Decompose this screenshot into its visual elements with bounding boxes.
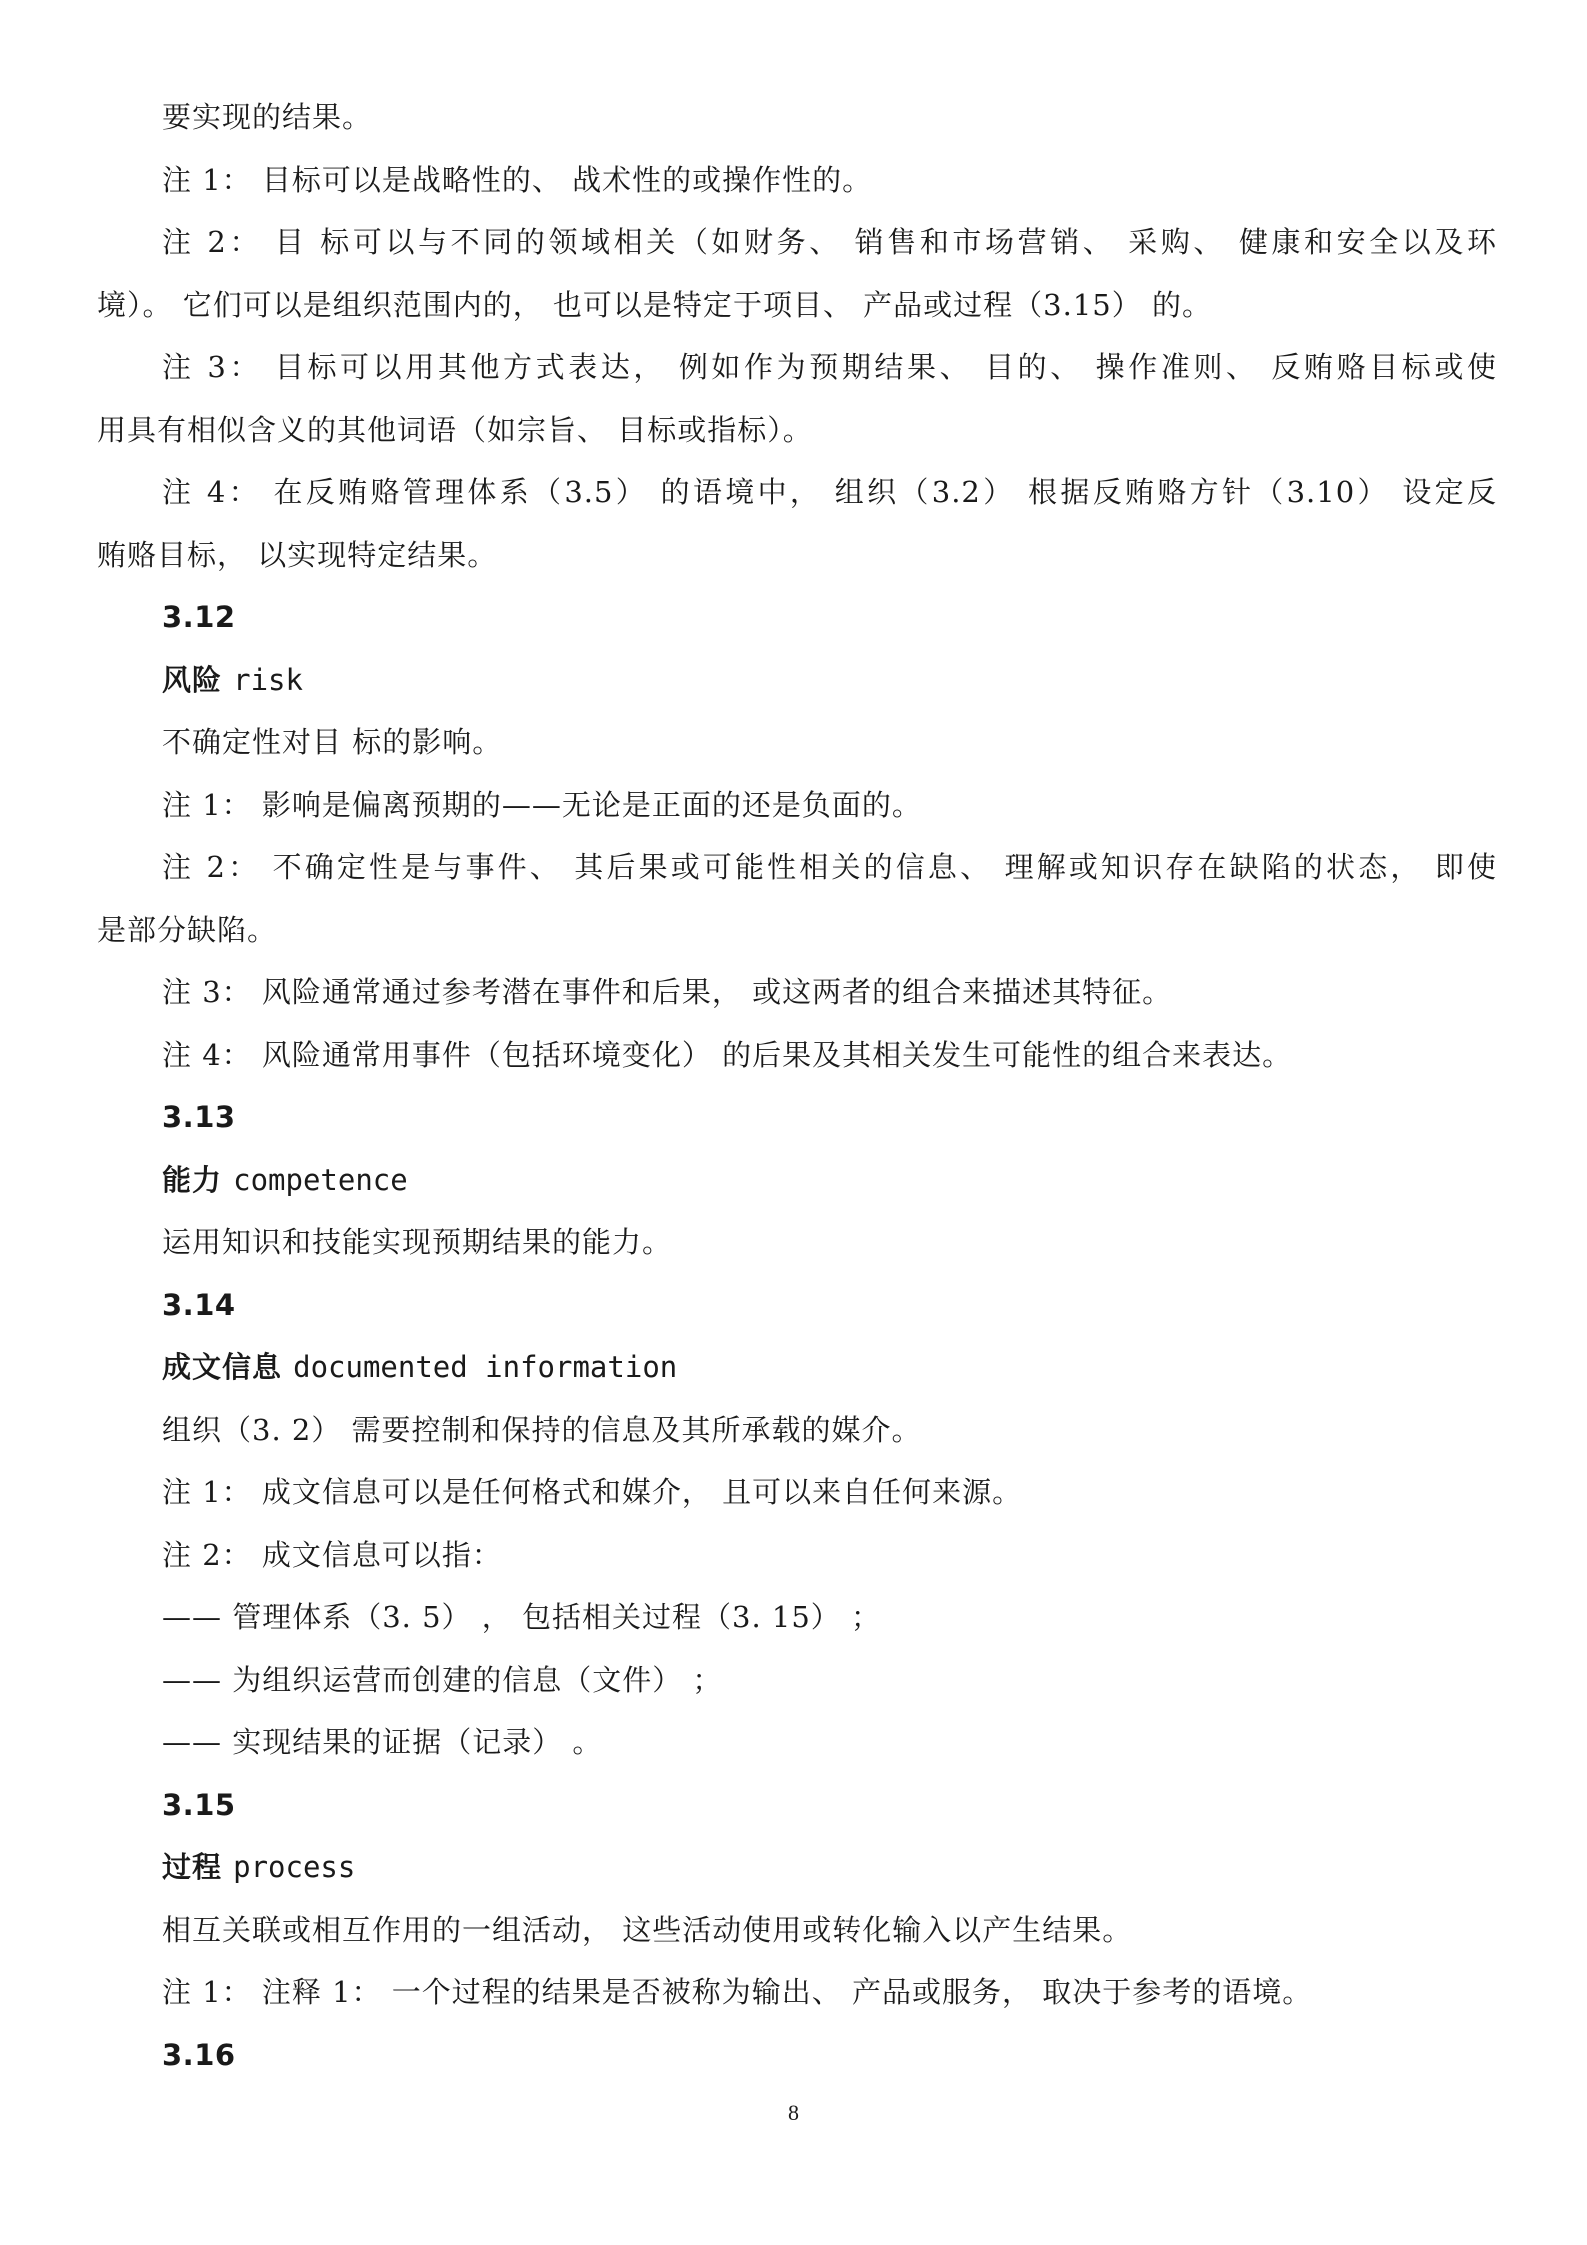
term-heading: [162, 1347, 677, 1387]
note-line: 注 2： 成文信息可以指：: [162, 1538, 502, 1572]
text-line: 是部分缺陷。: [97, 913, 278, 947]
text-line: 要实现的结果。: [162, 100, 373, 134]
note-line: 注 1： 注释 1： 一个过程的结果是否被称为输出、 产品或服务， 取决于参考的语境。: [162, 1975, 1313, 2009]
term-zh: 成文信息: [162, 1350, 283, 1384]
term-en: process: [233, 1850, 356, 1884]
term-zh: 过程: [162, 1850, 223, 1884]
page-number: 8: [788, 2100, 799, 2125]
definition-line: 运用知识和技能实现预期结果的能力。: [162, 1225, 673, 1259]
clause-number: 3.12: [162, 600, 236, 634]
term-zh: 能力: [162, 1163, 223, 1197]
text-line: 用具有相似含义的其他词语（如宗旨、 目标或指标）。: [97, 413, 813, 447]
term-en: documented information: [293, 1350, 678, 1384]
term-heading: [162, 1847, 355, 1887]
note-line: 注 1： 目标可以是战略性的、 战术性的或操作性的。: [162, 163, 873, 197]
note-line: 注 3： 目标可以用其他方式表达， 例如作为预期结果、 目的、 操作准则、 反贿赂目标或使: [162, 350, 1497, 384]
term-en: competence: [233, 1163, 408, 1197]
clause-number: 3.14: [162, 1288, 236, 1322]
note-line: 注 1： 影响是偏离预期的——无论是正面的还是负面的。: [162, 788, 922, 822]
list-item: —— 管理体系（3. 5） ， 包括相关过程（3. 15） ；: [162, 1600, 882, 1634]
note-line: 注 2： 不确定性是与事件、 其后果或可能性相关的信息、 理解或知识存在缺陷的状态， 即使: [162, 850, 1497, 884]
list-item: —— 实现结果的证据（记录） 。: [162, 1725, 603, 1759]
definition-line: 相互关联或相互作用的一组活动， 这些活动使用或转化输入以产生结果。: [162, 1913, 1133, 1947]
note-line: 注 4： 风险通常用事件（包括环境变化） 的后果及其相关发生可能性的组合来表达。: [162, 1038, 1293, 1072]
list-item: —— 为组织运营而创建的信息（文件） ；: [162, 1663, 723, 1697]
definition-line: 组织（3. 2） 需要控制和保持的信息及其所承载的媒介。: [162, 1413, 922, 1447]
text-line: 境）。 它们可以是组织范围内的， 也可以是特定于项目、 产品或过程（3.15） 的。: [97, 288, 1212, 322]
note-line: 注 2： 目 标可以与不同的领域相关（如财务、 销售和市场营销、 采购、 健康和安全以及环: [162, 225, 1497, 259]
text-line: 贿赂目标， 以实现特定结果。: [97, 538, 498, 572]
definition-line: 不确定性对目 标的影响。: [162, 725, 503, 759]
clause-number: 3.13: [162, 1100, 236, 1134]
term-heading: [162, 660, 303, 700]
note-line: 注 3： 风险通常通过参考潜在事件和后果， 或这两者的组合来描述其特征。: [162, 975, 1173, 1009]
clause-number: 3.16: [162, 2038, 236, 2072]
note-line: 注 4： 在反贿赂管理体系（3.5） 的语境中， 组织（3.2） 根据反贿赂方针（3.10） 设定反: [162, 475, 1497, 509]
term-en: risk: [233, 663, 303, 697]
term-heading: [162, 1160, 408, 1200]
clause-number: 3.15: [162, 1788, 236, 1822]
term-zh: 风险: [162, 663, 223, 697]
note-line: 注 1： 成文信息可以是任何格式和媒介， 且可以来自任何来源。: [162, 1475, 1023, 1509]
